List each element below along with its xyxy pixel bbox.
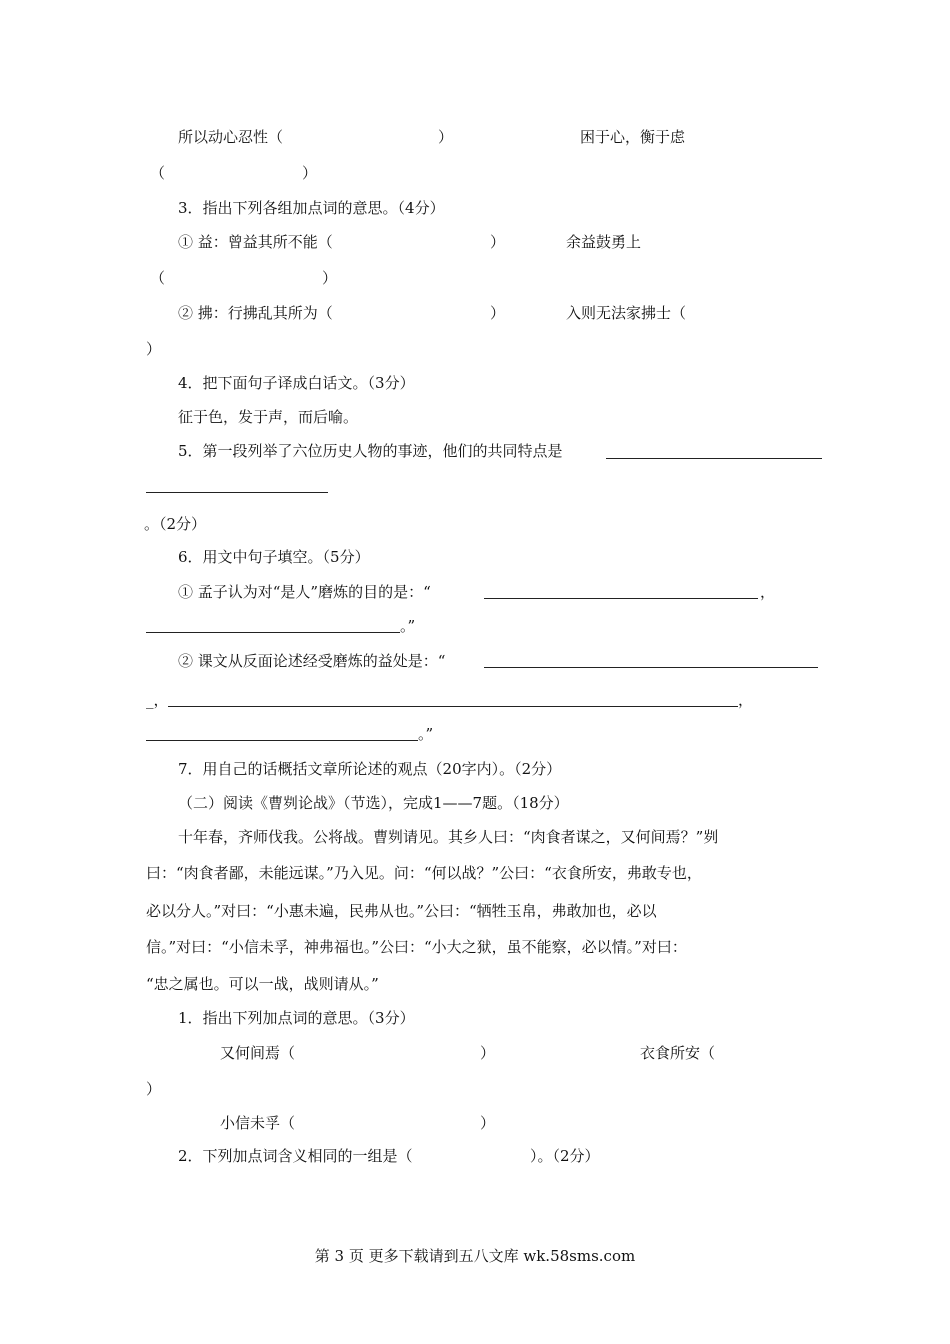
question-5: 5．第一段列举了六位历史人物的事迹，他们的共同特点是 [178, 442, 563, 460]
b1-b: ） [480, 1044, 496, 1062]
passage-line-4: 信。”对曰：“小信未孚，神弗福也。”公曰：“小大之狱，虽不能察，必以情。”对曰： [146, 938, 687, 956]
q6-2-blank-2[interactable] [168, 692, 738, 707]
q6-2-blank-3[interactable] [146, 726, 418, 741]
line-l1c: 困于心，衡于虑 [580, 128, 686, 146]
line-l1b: ） [438, 128, 454, 146]
line-l2a: （ [150, 164, 166, 182]
q6-2-blank-1[interactable] [484, 653, 818, 668]
section-2-heading: （二）阅读《曹刿论战》（节选），完成1——7题。（18分） [178, 794, 569, 812]
b1-d: ） [146, 1080, 162, 1098]
b1-c: 衣食所安（ [640, 1044, 716, 1062]
q5-end: 。（2分） [144, 515, 207, 533]
q3-2d: ） [146, 340, 162, 358]
b1-f: ） [480, 1114, 496, 1132]
q6-2b: _， [146, 691, 169, 709]
q6-2a: ② 课文从反面论述经受磨炼的益处是：“ [178, 652, 446, 670]
line-l2b: ） [302, 164, 318, 182]
q6-1b: ， [760, 583, 776, 601]
q3-1c: 余益鼓勇上 [566, 233, 642, 251]
question-7: 7．用自己的话概括文章所论述的观点（20字内）。（2分） [178, 760, 562, 778]
q3-2a: ② 拂：行拂乱其所为（ [178, 304, 333, 322]
question-6: 6．用文中句子填空。（5分） [178, 548, 370, 566]
question-3: 3．指出下列各组加点词的意思。（4分） [178, 199, 445, 217]
q3-1b: ） [490, 233, 506, 251]
q6-1-blank-1[interactable] [484, 584, 758, 599]
b1-a: 又何间焉（ [220, 1044, 296, 1062]
passage-line-3: 必以分人。”对曰：“小惠未遍，民弗从也。”公曰：“牺牲玉帛，弗敢加也，必以 [146, 902, 657, 920]
passage-line-5: “忠之属也。可以一战，战则请从。” [146, 975, 379, 993]
q6-1a: ① 孟子认为对“是人”磨炼的目的是：“ [178, 583, 431, 601]
page-footer: 第 3 页 更多下载请到五八文库 wk.58sms.com [314, 1247, 636, 1265]
passage-line-1: 十年春，齐师伐我。公将战。曹刿请见。其乡人曰：“肉食者谋之，又何间焉？”刿 [178, 828, 719, 846]
b-question-1: 1．指出下列加点词的意思。（3分） [178, 1009, 415, 1027]
q3-1a: ① 益：曾益其所不能（ [178, 233, 333, 251]
q3-1e: ） [322, 269, 338, 287]
q6-2d: 。” [418, 725, 434, 743]
q3-2c: 入则无法家拂士（ [566, 304, 687, 322]
q4-text: 征于色，发于声，而后喻。 [178, 408, 359, 426]
passage-line-2: 曰：“肉食者鄙，未能远谋。”乃入见。问：“何以战？”公曰：“衣食所安，弗敢专也， [146, 864, 702, 882]
q6-2c: ， [738, 691, 754, 709]
q5-blank-2[interactable] [146, 478, 328, 493]
q3-1d: （ [150, 269, 166, 287]
q6-1-blank-2[interactable] [146, 618, 400, 633]
b1-e: 小信未孚（ [220, 1114, 296, 1132]
b2-end: ）。（2分） [530, 1147, 600, 1165]
question-4: 4．把下面句子译成白话文。（3分） [178, 374, 415, 392]
q6-1c: 。” [400, 617, 416, 635]
b-question-2: 2．下列加点词含义相同的一组是（ [178, 1147, 413, 1165]
line-l1a: 所以动心忍性（ [178, 128, 284, 146]
q3-2b: ） [490, 304, 506, 322]
q5-blank-1[interactable] [606, 444, 822, 459]
